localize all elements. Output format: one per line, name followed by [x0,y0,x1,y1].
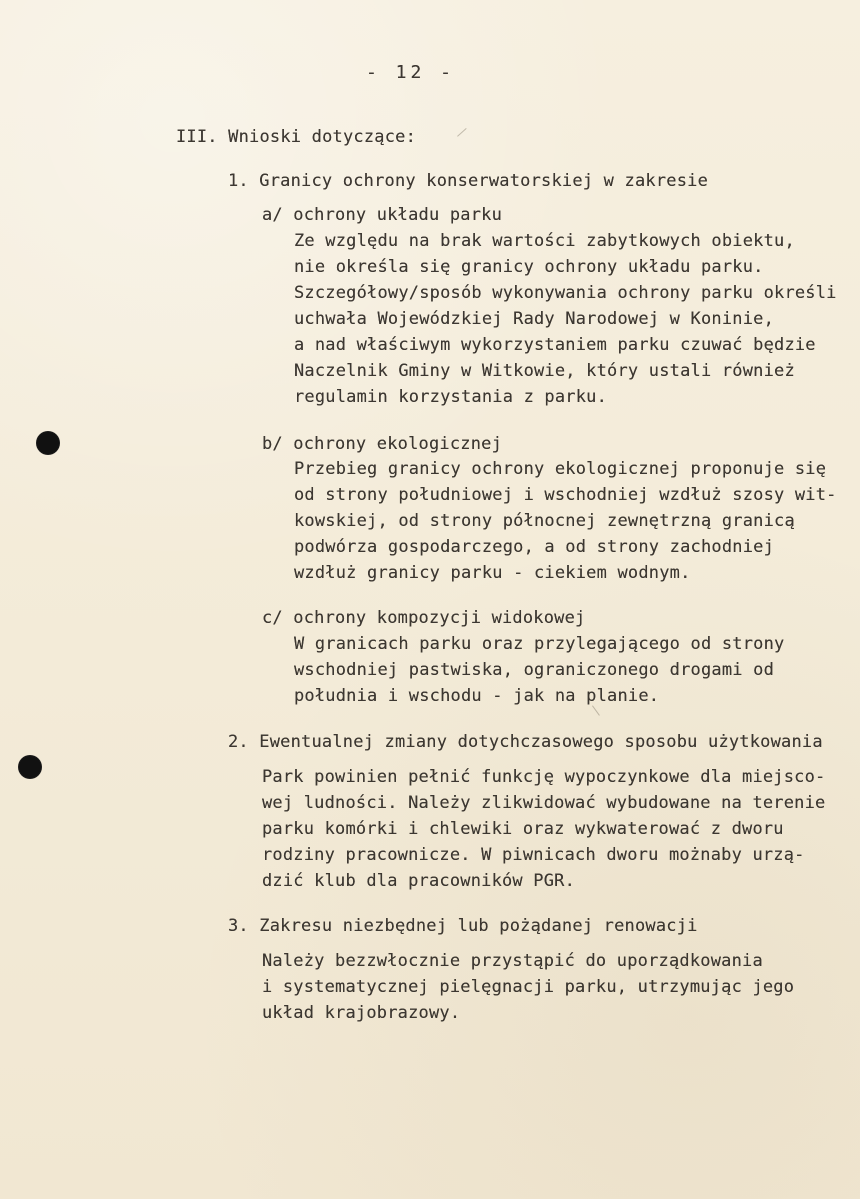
paragraph-line: dzić klub dla pracowników PGR. [262,871,576,891]
paragraph-line: uchwała Wojewódzkiej Rady Narodowej w Koninie, [294,309,775,329]
item-3-title: 3. Zakresu niezbędnej lub pożądanej renowacji [228,916,698,936]
paragraph-line: nie określa się granicy ochrony układu parku. [294,257,764,277]
paragraph-line: Szczegółowy/sposób wykonywania ochrony parku określi [294,283,837,303]
paragraph-line: wschodniej pastwiska, ograniczonego drogami od [294,660,775,680]
paragraph-line: od strony południowej i wschodniej wzdłuż szosy wit- [294,485,837,505]
punch-hole [18,755,42,779]
paper-mark [457,128,467,137]
paper-mark [592,705,600,715]
subsection-c-title: c/ ochrony kompozycji widokowej [262,608,586,628]
paragraph-line: południa i wschodu - jak na planie. [294,686,660,706]
item-2-title: 2. Ewentualnej zmiany dotychczasowego sposobu użytkowania [228,732,823,752]
paragraph-line: W granicach parku oraz przylegającego od strony [294,634,785,654]
paragraph-line: Naczelnik Gminy w Witkowie, który ustali również [294,361,795,381]
paragraph-line: parku komórki i chlewiki oraz wykwaterować z dworu [262,819,784,839]
item-1-title: 1. Granicy ochrony konserwatorskiej w zakresie [228,171,709,191]
paragraph-line: wzdłuż granicy parku - ciekiem wodnym. [294,563,691,583]
punch-hole [36,431,60,455]
paragraph-line: Przebieg granicy ochrony ekologicznej proponuje się [294,459,827,479]
paragraph-line: Należy bezzwłocznie przystąpić do uporządkowania [262,951,763,971]
paragraph-line: układ krajobrazowy. [262,1003,461,1023]
paragraph-line: Park powinien pełnić funkcję wypoczynkowe dla miejsco- [262,767,826,787]
page-number: - 12 - [366,62,456,83]
paragraph-line: Ze względu na brak wartości zabytkowych obiektu, [294,231,795,251]
section-heading: III. Wnioski dotyczące: [176,127,417,147]
paragraph-line: wej ludności. Należy zlikwidować wybudowane na terenie [262,793,826,813]
paragraph-line: rodziny pracownicze. W piwnicach dworu możnaby urzą- [262,845,805,865]
paragraph-line: i systematycznej pielęgnacji parku, utrzymując jego [262,977,795,997]
subsection-a-title: a/ ochrony układu parku [262,205,503,225]
paragraph-line: podwórza gospodarczego, a od strony zachodniej [294,537,775,557]
paragraph-line: kowskiej, od strony północnej zewnętrzną granicą [294,511,795,531]
subsection-b-title: b/ ochrony ekologicznej [262,434,503,454]
paragraph-line: a nad właściwym wykorzystaniem parku czuwać będzie [294,335,816,355]
paragraph-line: regulamin korzystania z parku. [294,387,608,407]
